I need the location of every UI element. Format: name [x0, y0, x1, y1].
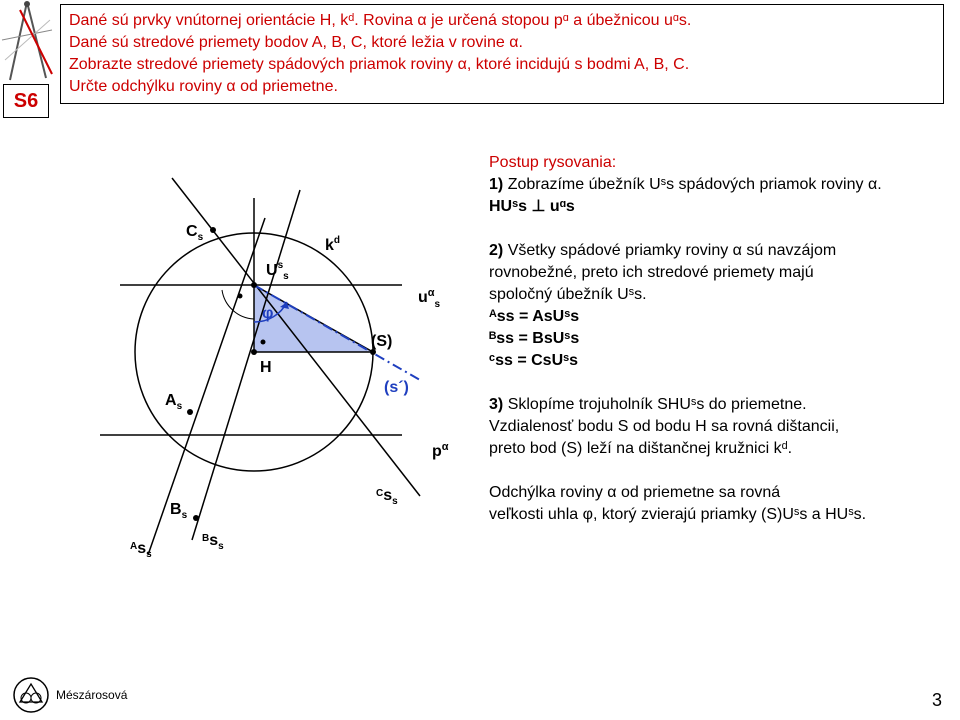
step1-line — [489, 174, 949, 196]
step2-line-a — [489, 240, 949, 262]
step3-text-c: preto bod (S) leží na dištančnej kružnici kᵈ. — [489, 440, 793, 457]
equation-c: ᶜss = CsUˢs — [489, 352, 579, 369]
step3-number: 3) — [489, 396, 504, 413]
step1-number: 1) — [489, 176, 504, 193]
step1-relation: HUˢs ⊥ uᵅs — [489, 198, 575, 215]
procedure-heading: Postup rysovania: — [489, 154, 617, 171]
step4-text-b: veľkosti uhla φ, ktorý zvierajú priamky (S)Uˢs a HUˢs. — [489, 506, 867, 523]
step2-text-b: rovnobežné, preto ich stredové priemety majú — [489, 264, 814, 281]
point-C — [210, 227, 216, 233]
page-number: 3 — [932, 690, 943, 710]
task-line-2: Dané sú stredové priemety bodov A, B, C, ktoré ležia v rovine α. — [69, 34, 523, 51]
label-S: (S) — [371, 333, 393, 350]
slide-badge: S6 — [3, 84, 49, 118]
label-Bs: $B_s$ — [170, 501, 188, 521]
label-s-prime: (s´) — [384, 379, 409, 396]
procedure-panel — [489, 152, 949, 526]
label-Cs: $C_s$ — [186, 223, 204, 243]
label-Css: $^Cs_s$ — [376, 487, 398, 507]
label-As: $A_s$ — [165, 392, 183, 412]
dot-angle-2 — [261, 340, 266, 345]
point-B — [193, 515, 199, 521]
step3-text-b: Vzdialenosť bodu S od bodu H sa rovná dištancii, — [489, 418, 840, 435]
dot-angle-1 — [238, 294, 243, 299]
step2-text-c: spoločný úbežník Uˢs. — [489, 286, 647, 303]
label-kd: $k^d$ — [325, 235, 341, 254]
label-Bss: $^Bs_s$ — [202, 532, 224, 552]
author-name: Mészárosová — [56, 688, 128, 702]
label-Uss: $U^s_s$ — [266, 260, 289, 282]
equation-a: ᴬss = AsUˢs — [489, 308, 580, 325]
step1-text: Zobrazíme úbežník Uˢs spádových priamok roviny α. — [507, 176, 882, 193]
step3-line-a — [489, 394, 949, 416]
step4-text-a: Odchýlka roviny α od priemetne sa rovná — [489, 484, 781, 501]
equation-b: ᴮss = BsUˢs — [489, 330, 580, 347]
label-phi: φ — [262, 305, 274, 322]
task-line-1: Dané sú prvky vnútornej orientácie H, kᵈ. Rovina α je určená stopou pᵅ a úbežnicou uᵅs. — [69, 12, 692, 29]
point-H — [251, 349, 257, 355]
label-ua: $u^\alpha_s$ — [418, 287, 441, 310]
step3-text-a: Sklopíme trojuholník SHUˢs do priemetne. — [507, 396, 807, 413]
author-logo-icon — [12, 676, 50, 714]
task-line-3: Zobrazte stredové priemety spádových priamok roviny α, ktoré incidujú s bodmi A, B, C. — [69, 56, 690, 73]
task-line-4: Určte odchýlku roviny α od priemetne. — [69, 78, 338, 95]
point-A — [187, 409, 193, 415]
point-U — [251, 282, 257, 288]
label-pa: $p^\alpha$ — [432, 441, 449, 460]
step2-number: 2) — [489, 242, 504, 259]
step2-text-a: Všetky spádové priamky roviny α sú navzájom — [507, 242, 837, 259]
label-H: H — [260, 359, 272, 376]
slope-line-A — [148, 218, 265, 555]
label-Ass: $^As_s$ — [130, 540, 152, 560]
